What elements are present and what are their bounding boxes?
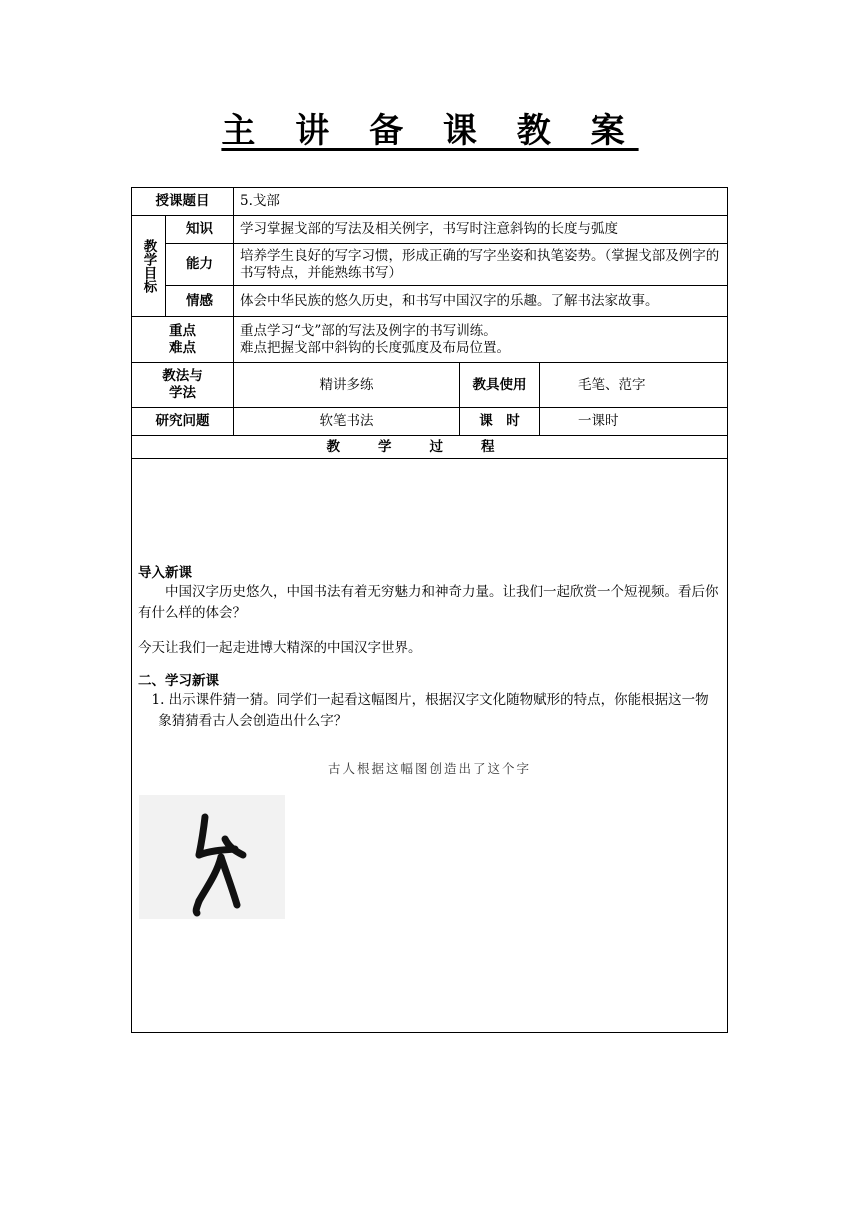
row-keypoints [132,317,728,363]
method-label [132,363,234,408]
row-method [132,363,728,408]
page-title: 主 讲 备 课 教 案 [221,111,639,151]
process-header: 教学过程 [132,436,728,459]
keypoints-line-1: 重点学习“戈”部的写法及例字的书写训练。 [240,322,497,339]
keypoints-label [132,317,234,363]
method-value: 精讲多练 [234,363,460,408]
intro-paragraph-1: 中国汉字历史悠久，中国书法有着无穷魅力和神奇力量。让我们一起欣赏一个短视频。看后你有什么样的体会？ [138,584,719,621]
new-lesson-paragraph-1: 1. 出示课件猜一猜。同学们一起看这幅图片，根据汉字文化随物赋形的特点，你能根据这一物象猜猜看古人会创造出什么字？ [151,692,709,729]
method-label-1: 教法与 [162,368,203,384]
goals-label [132,216,166,317]
topic-label: 授课题目 [132,188,234,216]
new-lesson-heading: 二、学习新课 [138,673,219,689]
row-process-header [132,436,728,459]
hours-label: 课 时 [460,408,540,436]
row-topic [132,188,728,216]
lesson-plan-table [131,187,728,1033]
emotion-value: 体会中华民族的悠久历史，和书写中国汉字的乐趣。了解书法家故事。 [234,286,728,317]
method-label-2: 学法 [169,385,196,401]
knowledge-value: 学习掌握戈部的写法及相关例字，书写时注意斜钩的长度与弧度 [234,216,728,244]
ge-ancient-glyph-icon [139,795,285,919]
keypoints-label-1: 重点 [169,322,196,339]
row-research [132,408,728,436]
process-body [132,459,728,1033]
research-label: 研究问题 [132,408,234,436]
hours-value [540,408,728,436]
tools-value [540,363,728,408]
tools-value-text: 毛笔、范字 [578,376,646,393]
intro-paragraph-2: 今天让我们一起走进博大精深的中国汉字世界。 [138,640,422,656]
intro-heading: 导入新课 [138,565,192,581]
image-caption: 古人根据这幅图创造出了这个字 [328,761,532,776]
research-value: 软笔书法 [234,408,460,436]
keypoints-label-2: 难点 [169,339,196,356]
ancient-character-image [139,795,285,919]
keypoints-value [234,317,728,363]
row-emotion [132,286,728,317]
topic-value: 5.戈部 [234,188,728,216]
row-process-body [132,459,728,1033]
row-knowledge [132,216,728,244]
row-ability [132,244,728,286]
knowledge-label: 知识 [166,216,234,244]
ability-value: 培养学生良好的写字习惯，形成正确的写字坐姿和执笔姿势。（掌握戈部及例字的书写特点，并能熟练书写） [234,244,728,286]
emotion-label: 情感 [166,286,234,317]
goals-label-text: 教学目标 [140,239,157,293]
ability-label: 能力 [166,244,234,286]
tools-label: 教具使用 [460,363,540,408]
hours-value-text: 一课时 [578,413,619,429]
keypoints-line-2: 难点把握戈部中斜钩的长度弧度及布局位置。 [240,339,510,356]
